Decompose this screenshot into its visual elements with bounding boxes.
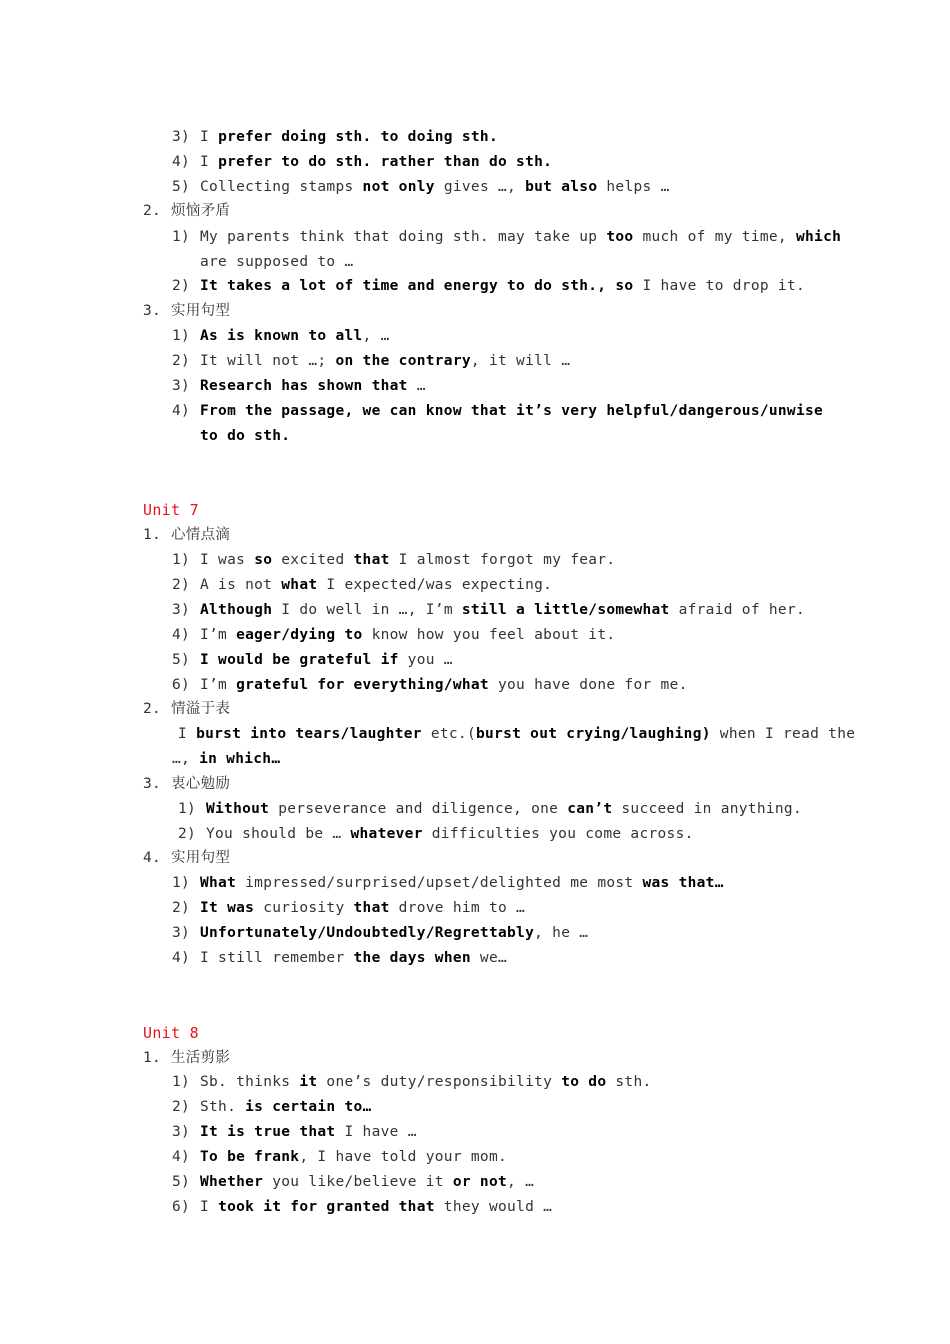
u7-section-1-heading-title: 心情点滴 — [171, 527, 231, 543]
u8-s1-item-2-number: 2) — [172, 1099, 191, 1115]
u7-s3-item-2-seg-2: difficulties you come across. — [422, 826, 694, 842]
u6-s3-item-4-cont-seg-0: to do sth. — [200, 428, 291, 444]
u8-s1-item-6-seg-1: took it for granted that — [218, 1199, 435, 1215]
u8-s1-item-3-number: 3) — [172, 1124, 191, 1140]
u7-section-3-heading — [143, 774, 230, 794]
u7-s1-item-6-seg-2: you have done for me. — [488, 677, 688, 693]
u6-s3-item-2 — [172, 351, 570, 371]
u6-s3-item-3-number: 3) — [172, 378, 191, 394]
u6-s2-item-2-number: 2) — [172, 278, 191, 294]
u8-s1-item-6-seg-2: they would … — [434, 1199, 553, 1215]
u8-s1-item-1-seg-1: it — [299, 1074, 318, 1090]
u7-s1-item-1-seg-2: excited — [272, 552, 354, 568]
u7-s1-item-5-seg-0: I would be grateful if — [200, 652, 399, 668]
u6-item-a-4-seg-1: prefer to do sth. rather than do sth. — [218, 154, 553, 170]
u7-s1-item-2 — [172, 575, 552, 595]
u6-item-a-5-seg-3: but also — [525, 179, 598, 195]
u7-s2-text-seg-0: I — [178, 726, 197, 742]
u8-s1-item-4-seg-0: To be frank — [200, 1149, 300, 1165]
u7-s3-item-2-seg-1: whatever — [350, 826, 423, 842]
u7-s4-item-2-seg-1: curiosity — [254, 900, 354, 916]
u7-s4-item-2-number: 2) — [172, 900, 191, 916]
u6-section-2-heading — [143, 201, 230, 221]
u6-s2-item-1 — [172, 227, 841, 247]
u7-s4-item-3-seg-1: , he … — [534, 925, 589, 941]
u7-s4-item-2-seg-0: It was — [200, 900, 255, 916]
u8-s1-item-6-seg-0: I — [200, 1199, 219, 1215]
u7-s4-item-1-seg-2: was that… — [642, 875, 724, 891]
u7-s1-item-5-number: 5) — [172, 652, 191, 668]
u7-s4-item-2 — [172, 898, 525, 918]
u7-s4-item-2-seg-3: drove him to … — [389, 900, 526, 916]
u7-s1-item-3 — [172, 600, 805, 620]
u7-s3-item-2-seg-0: You should be … — [206, 826, 351, 842]
u8-s1-item-1-seg-3: to do — [561, 1074, 607, 1090]
u7-s1-item-4-seg-0: I’m — [200, 627, 237, 643]
u7-s3-item-1-number: 1) — [178, 801, 197, 817]
u6-s3-item-4-seg-0: From the passage, we can know that it’s very helpful/dangerous/unwise — [200, 403, 824, 419]
u6-s3-item-1 — [172, 326, 390, 346]
u6-s3-item-4-number: 4) — [172, 403, 191, 419]
u7-s1-item-3-number: 3) — [172, 602, 191, 618]
u6-s3-item-3-seg-0: Research has shown that — [200, 378, 408, 394]
u7-section-3-heading-number: 3. — [143, 776, 162, 792]
u8-s1-item-3-seg-1: I have … — [335, 1124, 417, 1140]
u7-section-1-heading — [143, 525, 230, 545]
u8-s1-item-2-seg-1: is certain to… — [245, 1099, 372, 1115]
u6-s3-item-2-number: 2) — [172, 353, 191, 369]
unit-7-title: Unit 7 — [143, 501, 199, 519]
u8-s1-item-4 — [172, 1147, 507, 1167]
u6-s3-item-2-seg-2: , it will … — [470, 353, 571, 369]
u6-s3-item-4 — [172, 401, 823, 421]
u7-section-2-heading-title: 情溢于表 — [171, 701, 231, 717]
u8-s1-item-1-number: 1) — [172, 1074, 191, 1090]
u8-s1-item-1-seg-0: Sb. thinks — [200, 1074, 300, 1090]
u7-s1-item-1-seg-0: I was — [200, 552, 255, 568]
u8-s1-item-1-seg-4: sth. — [606, 1074, 652, 1090]
u7-section-2-heading-number: 2. — [143, 701, 162, 717]
u7-s1-item-3-seg-2: still a little/somewhat — [461, 602, 670, 618]
u6-item-a-3-number: 3) — [172, 129, 191, 145]
u7-s4-item-1-seg-1: impressed/surprised/upset/delighted me most — [236, 875, 643, 891]
u7-s4-item-2-seg-2: that — [353, 900, 390, 916]
u6-item-a-3-seg-0: I — [200, 129, 219, 145]
u8-s1-item-1 — [172, 1072, 652, 1092]
u7-s3-item-1 — [178, 799, 802, 819]
u7-s1-item-4-seg-1: eager/dying to — [236, 627, 363, 643]
u7-section-4-heading — [143, 848, 230, 868]
u7-s1-item-1 — [172, 550, 615, 570]
u6-item-a-5-number: 5) — [172, 179, 191, 195]
u7-s1-item-3-seg-3: afraid of her. — [669, 602, 806, 618]
u6-section-2-heading-number: 2. — [143, 203, 162, 219]
u6-item-a-5-seg-4: helps … — [597, 179, 670, 195]
u6-s3-item-2-seg-1: on the contrary — [335, 353, 471, 369]
u7-s2-text-seg-2: etc.( — [421, 726, 476, 742]
u7-section-1-heading-number: 1. — [143, 527, 162, 543]
u8-s1-item-5 — [172, 1172, 534, 1192]
u6-section-3-heading-number: 3. — [143, 303, 162, 319]
u7-s2-text-seg-1: burst into tears/laughter — [196, 726, 422, 742]
u8-s1-item-5-seg-1: you like/believe it — [263, 1174, 453, 1190]
u6-s3-item-1-seg-1: , … — [362, 328, 390, 344]
u6-s2-item-1-seg-2: much of my time, — [633, 229, 796, 245]
u7-s3-item-1-seg-2: can’t — [567, 801, 613, 817]
u7-s1-item-6 — [172, 675, 688, 695]
u7-s1-item-2-seg-1: what — [281, 577, 318, 593]
u6-item-a-4 — [172, 152, 552, 172]
u7-s1-item-2-number: 2) — [172, 577, 191, 593]
u6-s2-item-1-seg-0: My parents think that doing sth. may take up — [200, 229, 607, 245]
u7-s4-item-4-seg-2: we… — [470, 950, 508, 966]
u6-s2-item-2 — [172, 276, 805, 296]
u7-s4-item-4 — [172, 948, 507, 968]
u8-section-1-heading-number: 1. — [143, 1050, 162, 1066]
u7-s4-item-4-seg-0: I still remember — [200, 950, 354, 966]
u7-s2-text-cont — [172, 749, 280, 769]
u8-section-1-heading — [143, 1048, 230, 1068]
u7-s1-item-3-seg-1: I do well in …, I’m — [272, 602, 462, 618]
u6-s2-item-2-seg-1: I have to drop it. — [633, 278, 806, 294]
u6-item-a-5-seg-0: Collecting stamps — [200, 179, 363, 195]
u6-section-3-heading-title: 实用句型 — [171, 303, 231, 319]
u8-s1-item-2-seg-0: Sth. — [200, 1099, 246, 1115]
u8-s1-item-5-number: 5) — [172, 1174, 191, 1190]
u6-item-a-5 — [172, 177, 670, 197]
u7-s2-text-seg-3: burst out crying/laughing) — [476, 726, 711, 742]
u6-s2-item-1-cont-seg-0: are supposed to … — [200, 254, 354, 270]
u6-item-a-5-seg-2: gives …, — [434, 179, 526, 195]
u7-s1-item-4-seg-2: know how you feel about it. — [362, 627, 616, 643]
u7-s4-item-1-seg-0: What — [200, 875, 237, 891]
u7-s1-item-1-seg-1: so — [254, 552, 273, 568]
u6-s3-item-1-number: 1) — [172, 328, 191, 344]
u8-s1-item-1-seg-2: one’s duty/responsibility — [317, 1074, 562, 1090]
u7-section-4-heading-number: 4. — [143, 850, 162, 866]
u7-s2-text-cont-seg-1: in which… — [199, 751, 281, 767]
u7-s4-item-1-number: 1) — [172, 875, 191, 891]
u7-s3-item-1-seg-3: succeed in anything. — [612, 801, 802, 817]
u6-s2-item-1-cont — [200, 252, 354, 272]
u8-section-1-heading-title: 生活剪影 — [171, 1050, 231, 1066]
u7-s4-item-1 — [172, 873, 724, 893]
u7-s1-item-5 — [172, 650, 453, 670]
u6-s2-item-1-seg-3: which — [795, 229, 842, 245]
u6-s3-item-3-seg-1: … — [407, 378, 426, 394]
u6-item-a-3-seg-1: prefer doing sth. to doing sth. — [218, 129, 498, 145]
u7-s4-item-3-number: 3) — [172, 925, 191, 941]
u7-s1-item-4-number: 4) — [172, 627, 191, 643]
u7-s1-item-6-seg-1: grateful for everything/what — [236, 677, 489, 693]
u6-s2-item-1-number: 1) — [172, 229, 191, 245]
u8-s1-item-3 — [172, 1122, 417, 1142]
u7-s4-item-4-number: 4) — [172, 950, 191, 966]
u7-s2-text — [178, 724, 855, 744]
u6-section-2-heading-title: 烦恼矛盾 — [171, 203, 231, 219]
u6-item-a-4-number: 4) — [172, 154, 191, 170]
u7-s1-item-6-number: 6) — [172, 677, 191, 693]
u8-s1-item-5-seg-0: Whether — [200, 1174, 264, 1190]
u8-s1-item-6-number: 6) — [172, 1199, 191, 1215]
u7-s1-item-4 — [172, 625, 615, 645]
u8-s1-item-5-seg-3: , … — [507, 1174, 535, 1190]
u7-s4-item-4-seg-1: the days when — [353, 950, 471, 966]
u8-s1-item-3-seg-0: It is true that — [200, 1124, 336, 1140]
u7-s4-item-3-seg-0: Unfortunately/Undoubtedly/Regrettably — [200, 925, 535, 941]
u7-s1-item-3-seg-0: Although — [200, 602, 273, 618]
u7-s1-item-5-seg-1: you … — [398, 652, 453, 668]
u7-s1-item-1-seg-4: I almost forgot my fear. — [389, 552, 616, 568]
u7-s1-item-6-seg-0: I’m — [200, 677, 237, 693]
u6-item-a-3 — [172, 127, 498, 147]
u6-s3-item-3 — [172, 376, 426, 396]
u8-s1-item-6 — [172, 1197, 552, 1217]
u6-s2-item-1-seg-1: too — [606, 229, 634, 245]
u7-s1-item-2-seg-0: A is not — [200, 577, 282, 593]
u6-item-a-5-seg-1: not only — [362, 179, 435, 195]
u6-s3-item-2-seg-0: It will not …; — [200, 353, 336, 369]
u8-s1-item-2 — [172, 1097, 372, 1117]
u8-s1-item-4-number: 4) — [172, 1149, 191, 1165]
u7-s3-item-2-number: 2) — [178, 826, 197, 842]
u7-s3-item-2 — [178, 824, 694, 844]
u7-s1-item-1-number: 1) — [172, 552, 191, 568]
u8-s1-item-5-seg-2: or not — [452, 1174, 508, 1190]
u6-item-a-4-seg-0: I — [200, 154, 219, 170]
u7-s1-item-2-seg-2: I expected/was expecting. — [317, 577, 553, 593]
u8-s1-item-4-seg-1: , I have told your mom. — [299, 1149, 508, 1165]
u7-s2-text-cont-seg-0: …, — [172, 751, 200, 767]
u7-s4-item-3 — [172, 923, 588, 943]
u6-s2-item-2-seg-0: It takes a lot of time and energy to do sth., so — [200, 278, 634, 294]
u7-s3-item-1-seg-0: Without — [206, 801, 270, 817]
u7-s1-item-1-seg-3: that — [353, 552, 390, 568]
u6-section-3-heading — [143, 301, 230, 321]
u6-s3-item-1-seg-0: As is known to all — [200, 328, 363, 344]
u7-s2-text-seg-4: when I read the — [710, 726, 856, 742]
unit-8-title: Unit 8 — [143, 1024, 199, 1042]
u7-section-2-heading — [143, 699, 230, 719]
u7-section-4-heading-title: 实用句型 — [171, 850, 231, 866]
u7-section-3-heading-title: 衷心勉励 — [171, 776, 231, 792]
u6-s3-item-4-cont — [200, 426, 290, 446]
u7-s3-item-1-seg-1: perseverance and diligence, one — [269, 801, 568, 817]
